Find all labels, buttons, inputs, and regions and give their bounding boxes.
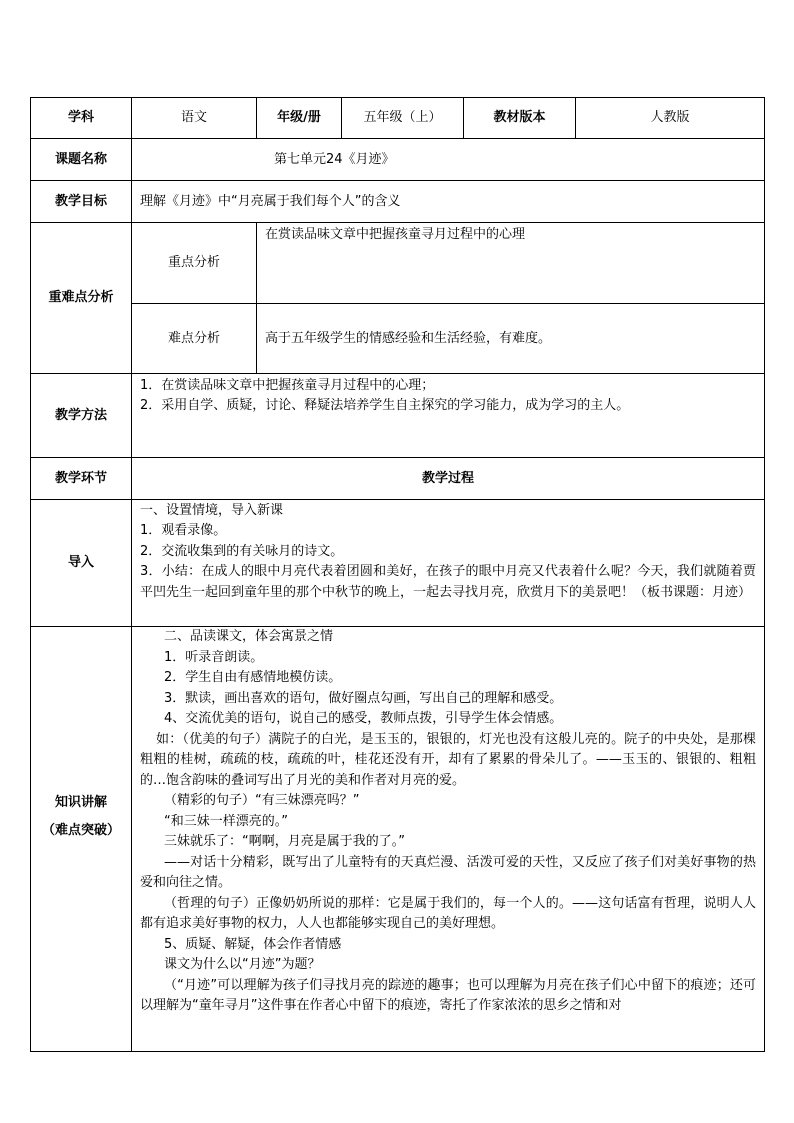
knowledge-row (31, 627, 765, 1052)
lesson-plan-table (30, 97, 765, 1052)
knowledge-line: “和三妹一样漂亮的。” (164, 813, 288, 829)
methods-item: 2．采用自学、质疑，讨论、释疑法培养学生自主探究的学习能力，成为学习的主人。 (140, 398, 630, 413)
goal-text: 理解《月迹》中“月亮属于我们每个人”的含义 (132, 181, 765, 223)
key-analysis-row (31, 223, 765, 304)
intro-label: 导入 (31, 500, 132, 627)
lesson-row (31, 139, 765, 181)
knowledge-line: （“月迹”可以理解为孩子们寻找月亮的踪迹的趣事；也可以理解为月亮在孩子们心中留下的痕迹；还可以理解为“童年寻月”这件事在作者心中留下的痕迹，寄托了作家浓浓的思乡之情和对 (140, 977, 756, 1013)
knowledge-content (132, 627, 765, 1052)
knowledge-sublabel: （难点突破） (41, 823, 120, 838)
knowledge-line: 3．默读，画出喜欢的语句，做好圈点勾画，写出自己的理解和感受。 (164, 690, 563, 706)
intro-line: 3．小结：在成人的眼中月亮代表着团圆和美好，在孩子的眼中月亮又代表着什么呢？今天，我们就随着贾平凹先生一起回到童年里的那个中秋节的晚上，一起去寻找月亮，欣赏月下的美景吧！（板书课题：月迹） (140, 564, 756, 600)
knowledge-line: 4、交流优美的语句，说自己的感受，教师点拨，引导学生体会情感。 (164, 711, 563, 726)
knowledge-line: 二、品读课文，体会寓景之情 (164, 629, 334, 644)
knowledge-label-cell (31, 627, 132, 1052)
process-header: 教学过程 (132, 458, 765, 500)
methods-row (31, 374, 765, 458)
lesson-title: 第七单元24《月迹》 (132, 139, 765, 181)
difficult-analysis-text: 高于五年级学生的情感经验和生活经验，有难度。 (257, 304, 765, 374)
stage-header: 教学环节 (31, 458, 132, 500)
knowledge-line: 5、质疑、解疑，体会作者情感 (164, 936, 342, 952)
process-header-row (31, 458, 765, 500)
methods-list (132, 374, 765, 458)
knowledge-line: 2．学生自由有感情地模仿读。 (164, 670, 342, 685)
methods-item: 1．在赏读品味文章中把握孩童寻月过程中的心理； (140, 378, 435, 393)
edition-label: 教材版本 (464, 98, 576, 139)
methods-label: 教学方法 (31, 374, 132, 458)
analysis-label: 重难点分析 (31, 223, 132, 374)
knowledge-line: ——对话十分精彩，既写出了儿童特有的天真烂漫、活泼可爱的天性，又反应了孩子们对美好事物的热爱和向往之情。 (140, 854, 756, 890)
subject-value: 语文 (132, 98, 257, 139)
header-row (31, 98, 765, 139)
knowledge-line: （哲理的句子）正像奶奶所说的那样：它是属于我们的，每一个人的。——这句话富有哲理，说明人人都有追求美好事物的权力，人人也都能够实现自己的美好理想。 (140, 895, 756, 931)
key-analysis-label: 重点分析 (132, 223, 257, 304)
grade-value: 五年级（上） (342, 98, 464, 139)
key-analysis-text: 在赏读品味文章中把握孩童寻月过程中的心理 (257, 223, 765, 304)
knowledge-line: 如：（优美的句子）满院子的白光，是玉玉的，银银的，灯光也没有这般儿亮的。院子的中央处，是那棵粗粗的桂树，疏疏的枝，疏疏的叶，桂花还没有开，却有了累累的骨朵儿了。——玉玉的、银银的、粗粗的…饱含韵味的叠词写出了月光的美和作者对月亮的爱。 (140, 731, 756, 788)
edition-value: 人教版 (576, 98, 765, 139)
knowledge-line: 课文为什么以“月迹”为题？ (164, 957, 321, 972)
subject-label: 学科 (31, 98, 132, 139)
goal-label: 教学目标 (31, 181, 132, 223)
knowledge-line: 1．听录音朗读。 (164, 649, 264, 665)
intro-row (31, 500, 765, 627)
knowledge-label: 知识讲解 (54, 795, 107, 810)
intro-line: 2．交流收集到的有关咏月的诗文。 (140, 543, 344, 559)
goal-row (31, 181, 765, 223)
intro-line: 1．观看录像。 (140, 523, 227, 539)
difficult-analysis-label: 难点分析 (132, 304, 257, 374)
knowledge-line: 三妹就乐了：“啊啊，月亮是属于我的了。” (164, 834, 405, 849)
intro-content (132, 500, 765, 627)
lesson-label: 课题名称 (31, 139, 132, 181)
intro-line: 一、设置情境，导入新课 (140, 503, 284, 518)
knowledge-line: （精彩的句子）“有三妹漂亮吗？” (164, 793, 360, 808)
grade-label: 年级/册 (257, 98, 342, 139)
difficult-analysis-row (31, 304, 765, 374)
